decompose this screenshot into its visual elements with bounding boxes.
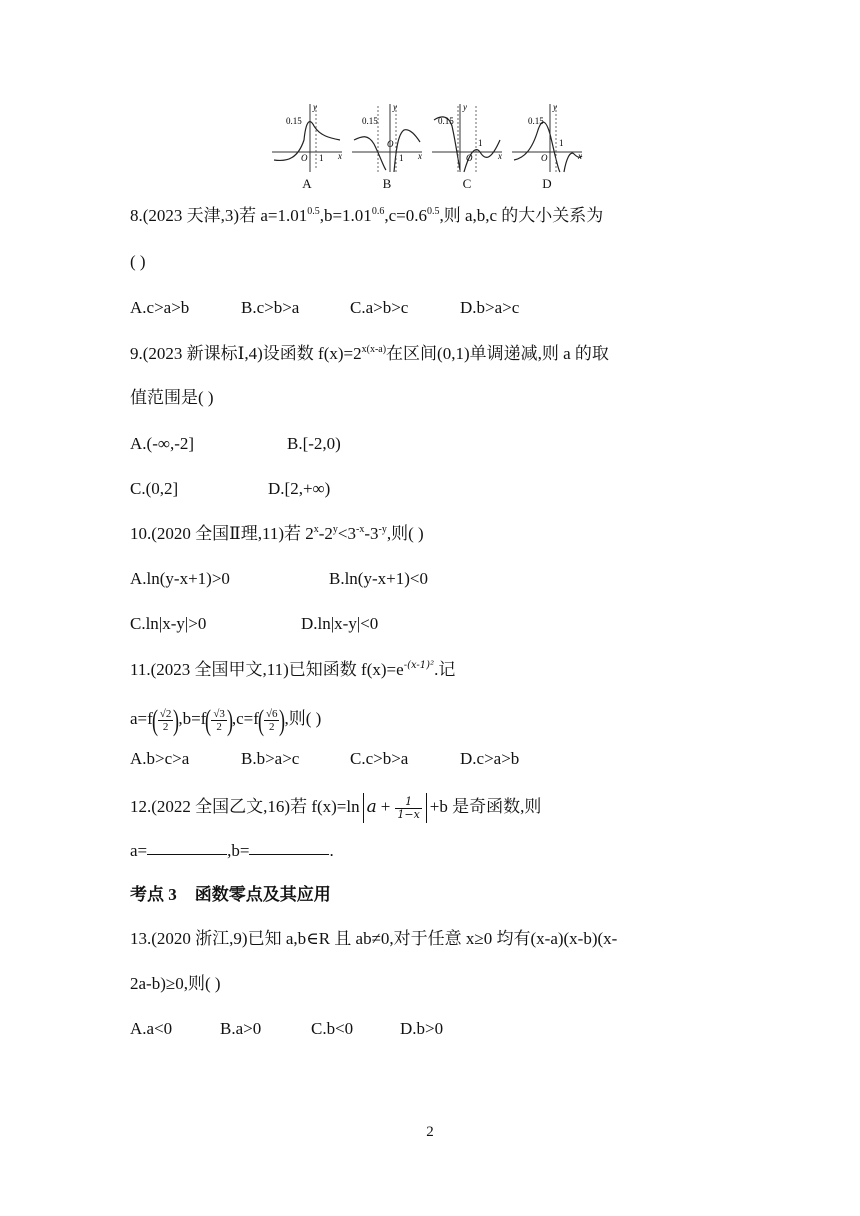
x-axis-label: x [498, 151, 502, 161]
option-d[interactable]: D.b>0 [400, 1019, 444, 1038]
answer-blank-a[interactable] [147, 838, 227, 855]
question-9-stem-line2: 值范围是( ) [130, 388, 214, 407]
option-b[interactable]: B.c>b>a [241, 298, 300, 317]
option-a[interactable]: A.c>a>b [130, 298, 190, 317]
option-b[interactable]: B.b>a>c [241, 749, 300, 768]
option-c[interactable]: C.b<0 [311, 1019, 354, 1038]
y-axis-label: y [393, 102, 397, 112]
origin-label: O [541, 153, 548, 163]
option-b[interactable]: B.ln(y-x+1)<0 [329, 569, 428, 588]
graph-d [510, 100, 584, 196]
question-9-stem: 9.(2023 新课标Ⅰ,4)设函数 $f(x)=2^{x(x-a)}$在区间(0,1)单调递减,则 a 的取 [130, 344, 609, 363]
option-a[interactable]: A.(-∞,-2] [130, 434, 195, 453]
question-10-stem: 10.(2020 全国Ⅱ理,11)若 $2^x-2^y<3^{-x}-3^{-y}$,则( ) [130, 524, 424, 543]
option-d[interactable]: D.b>a>c [460, 298, 520, 317]
graph-label-b: B [382, 176, 392, 191]
origin-label: O [301, 153, 308, 163]
graph-label-a: A [302, 176, 312, 191]
graph-b [350, 100, 424, 196]
option-a[interactable]: A.b>c>a [130, 749, 190, 768]
y-tick-label: 0.15 [528, 116, 544, 126]
fraction-sqrt3-over-2: $\frac{√3}{2}$ [213, 707, 225, 733]
x-tick-label: 1 [319, 153, 324, 163]
x-tick-label: 1 [399, 153, 404, 163]
y-tick-label: 0.15 [438, 116, 454, 126]
option-b[interactable]: B.[-2,0) [287, 434, 341, 453]
x-axis-label: x [418, 151, 422, 161]
answer-blank-b[interactable] [249, 838, 329, 855]
y-tick-label: 0.15 [362, 116, 378, 126]
question-8-stem: 8.(2023 天津,3)若 $a=1.01^{0.5},b=1.01^{0.6},c=0.6^{0.5}$,则 a,b,c 的大小关系为 [130, 206, 604, 225]
origin-label: O [466, 153, 473, 163]
option-c[interactable]: C.(0,2] [130, 479, 179, 498]
x-axis-label: x [338, 151, 342, 161]
question-12-stem: 12.(2022 全国乙文,16)若 f(x)=ln a + $\frac{1}{1-x}$ +b 是奇函数,则 [130, 790, 541, 824]
y-axis-label: y [463, 102, 467, 112]
question-13-stem-line2: 2a-b)≥0,则( ) [130, 974, 221, 993]
fraction-1-over-1-minus-x: $\frac{1}{1-x}$ [397, 794, 420, 821]
option-a[interactable]: A.ln(y-x+1)>0 [130, 569, 230, 588]
option-d[interactable]: D.[2,+∞) [268, 479, 331, 498]
option-b[interactable]: B.a>0 [220, 1019, 262, 1038]
question-12-answer-line: a= ,b= . [130, 838, 334, 863]
option-c[interactable]: C.ln|x-y|>0 [130, 614, 207, 633]
y-axis-label: y [313, 102, 317, 112]
graph-a [270, 100, 344, 196]
graph-c [430, 100, 504, 196]
x-tick-label: 1 [559, 138, 564, 148]
option-d[interactable]: D.c>a>b [460, 749, 520, 768]
fraction-sqrt6-over-2: $\frac{√6}{2}$ [265, 707, 278, 733]
origin-label: O [387, 139, 394, 149]
page-number: 2 [426, 1124, 434, 1140]
x-tick-label: 1 [478, 138, 483, 148]
y-axis-label: y [553, 102, 557, 112]
question-8-answer-paren: ( ) [130, 252, 146, 271]
option-a[interactable]: A.a<0 [130, 1019, 173, 1038]
option-d[interactable]: D.ln|x-y|<0 [301, 614, 379, 633]
graph-label-c: C [462, 176, 472, 191]
graph-options-figure [270, 100, 590, 196]
graph-label-d: D [542, 176, 552, 191]
y-tick-label: 0.15 [286, 116, 302, 126]
question-13-stem: 13.(2020 浙江,9)已知 a,b∈R 且 ab≠0,对于任意 x≥0 均有(x-a)(x-b)(x- [130, 929, 618, 948]
question-11-stem: 11.(2023 全国甲文,11)已知函数 $f(x)=e^{-(x-1)^2}$.记 [130, 660, 456, 679]
option-c[interactable]: C.a>b>c [350, 298, 409, 317]
option-c[interactable]: C.c>b>a [350, 749, 409, 768]
fraction-sqrt2-over-2: $\frac{√2}{2}$ [159, 707, 172, 733]
question-11-values: a=f( $\frac{√2}{2}$ ),b=f( $\frac{√3}{2}$ ),c=f( $\frac{√6}{2}$ ),则( ) [130, 704, 322, 737]
section-heading: 考点 3 函数零点及其应用 [130, 885, 331, 904]
x-axis-label: x [578, 151, 582, 161]
